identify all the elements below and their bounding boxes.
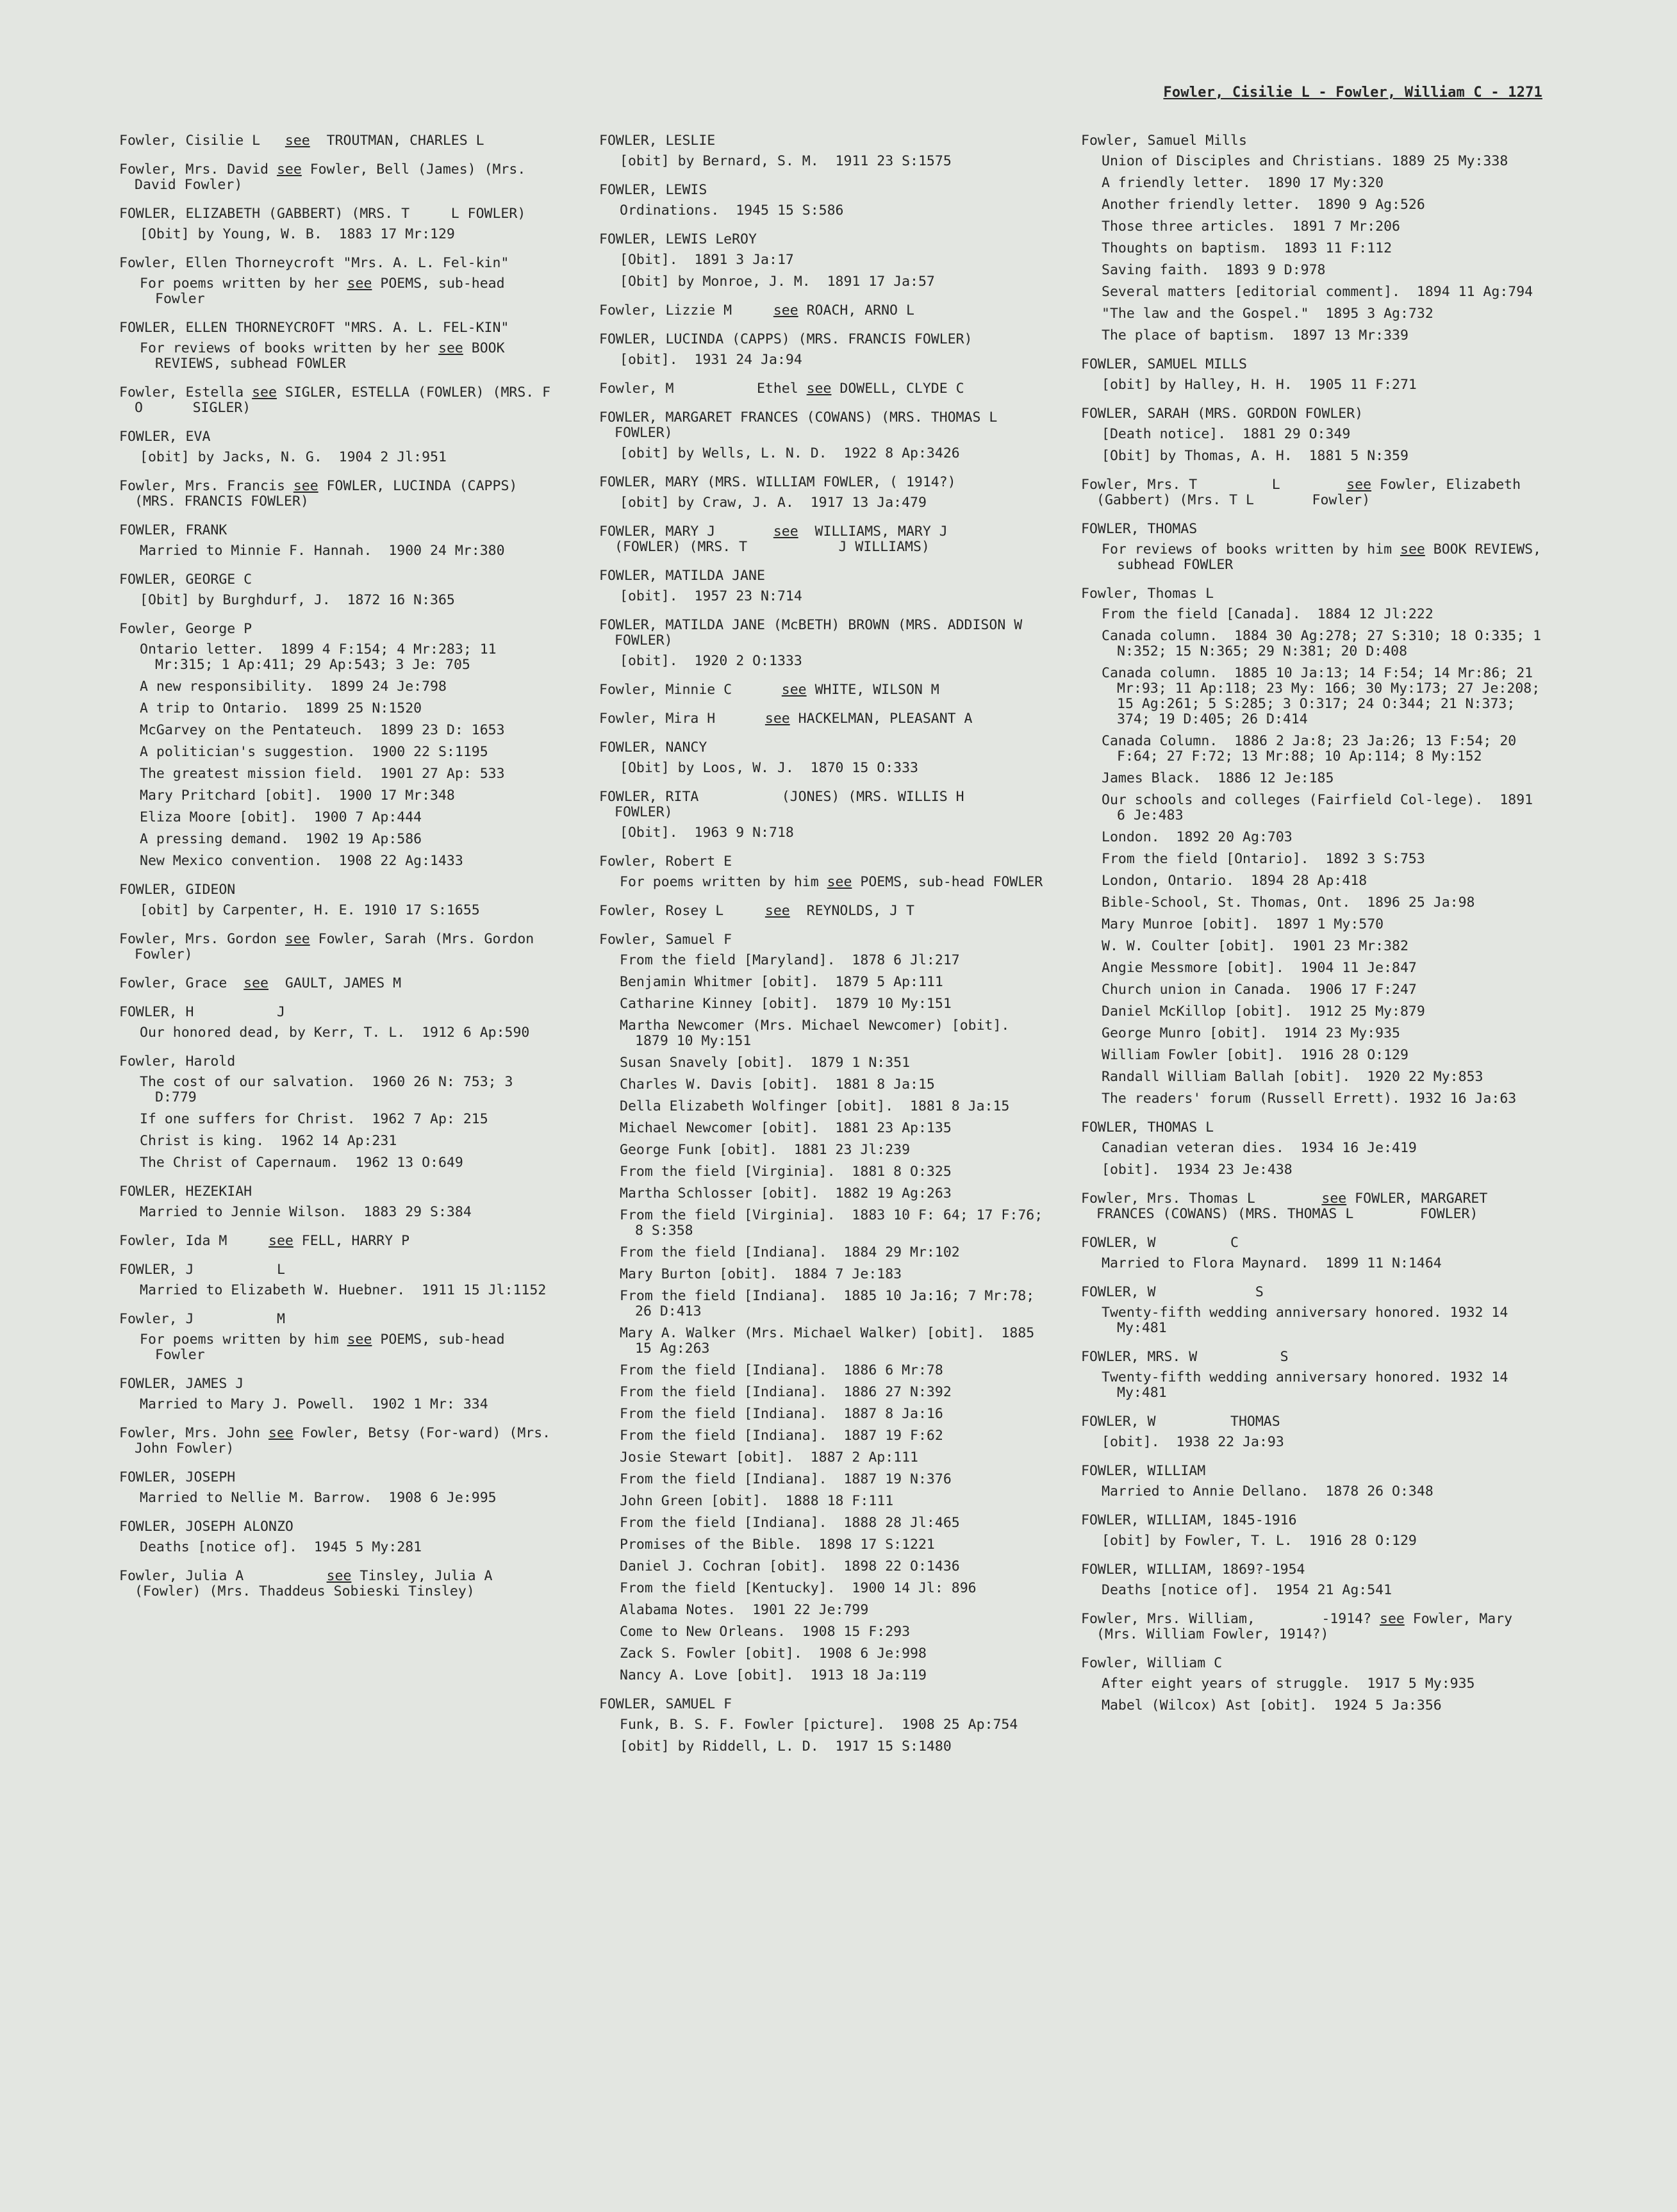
index-entry (599, 682, 1048, 698)
index-entry (119, 523, 555, 559)
citation-line: From the field [Kentucky]. 1900 14 Jl: 896 (620, 1580, 977, 1596)
entry-heading: FOWLER, FRANK (119, 522, 227, 538)
citation-line: Married to Minnie F. Hannah. 1900 24 Mr:380 (140, 543, 505, 559)
entry-heading: Fowler, Cisilie L see TROUTMAN, CHARLES L (119, 133, 484, 149)
index-entry (599, 381, 1048, 397)
citation-line: Mary Burton [obit]. 1884 7 Je:183 (620, 1266, 902, 1282)
index-entry (1081, 1191, 1542, 1222)
entry-heading: Fowler, Mrs. T L see Fowler, Elizabeth (Gabbert) (Mrs. T L Fowler) (1081, 477, 1530, 508)
index-entry (119, 384, 617, 416)
citation-line: [obit]. 1920 2 O:1333 (620, 653, 802, 669)
entry-heading: Fowler, George P (119, 621, 252, 637)
entry-heading: Fowler, Mrs. Francis see FOWLER, LUCINDA (CAPPS) (MRS. FRANCIS FOWLER) (119, 478, 526, 509)
citation-line: Bible-School, St. Thomas, Ont. 1896 25 Ja:98 (1102, 895, 1475, 911)
entry-heading: FOWLER, MATILDA JANE (599, 568, 765, 584)
entry-heading: FOWLER, SARAH (MRS. GORDON FOWLER) (1081, 406, 1364, 422)
entry-heading: Fowler, Thomas L (1081, 586, 1214, 602)
citation-line: [obit]. 1938 22 Ja:93 (1102, 1434, 1284, 1450)
entry-heading: FOWLER, WILLIAM (1081, 1463, 1206, 1479)
index-entry (599, 232, 1048, 290)
index-column-1 (119, 133, 617, 1613)
citation-line: Funk, B. S. F. Fowler [picture]. 1908 25 Ap:754 (620, 1717, 1018, 1733)
citation-line: Della Elizabeth Wolfinger [obit]. 1881 8 Ja:15 (620, 1098, 1010, 1114)
entry-heading: FOWLER, WILLIAM, 1845-1916 (1081, 1512, 1297, 1528)
index-entry (1081, 1656, 1542, 1713)
see-reference: see (347, 276, 372, 292)
index-entry (119, 1312, 555, 1363)
index-entry (1081, 1120, 1542, 1178)
citation-line: Our honored dead, by Kerr, T. L. 1912 6 Ap:590 (140, 1025, 530, 1041)
citation-line: For reviews of books written by her see BOOK REVIEWS, subhead FOWLER (140, 340, 513, 372)
entry-heading: FOWLER, THOMAS (1081, 521, 1198, 537)
citation-line: The cost of our salvation. 1960 26 N: 753; 3 D:779 (140, 1074, 522, 1105)
see-reference: see (252, 384, 277, 400)
entry-heading: FOWLER, JOSEPH ALONZO (119, 1519, 293, 1535)
citation-line: Church union in Canada. 1906 17 F:247 (1102, 982, 1417, 998)
index-entry (1081, 1562, 1542, 1598)
citation-line: Mary A. Walker (Mrs. Michael Walker) [obit]. 1885 15 Ag:263 (620, 1325, 1043, 1357)
citation-line: Alabama Notes. 1901 22 Je:799 (620, 1602, 869, 1618)
index-entry (1081, 133, 1542, 343)
entry-heading: Fowler, Mira H see HACKELMAN, PLEASANT A (599, 711, 973, 727)
index-entry (119, 133, 555, 149)
index-entry (1081, 1513, 1542, 1549)
index-entry (119, 1376, 555, 1412)
citation-line: Married to Nellie M. Barrow. 1908 6 Je:995 (140, 1490, 497, 1506)
entry-heading: FOWLER, JAMES J (119, 1376, 244, 1392)
see-reference: see (244, 975, 269, 991)
see-reference: see (1346, 477, 1372, 493)
citation-line: Those three articles. 1891 7 Mr:206 (1102, 219, 1400, 235)
citation-line: Saving faith. 1893 9 D:978 (1102, 262, 1326, 278)
citation-line: Randall William Ballah [obit]. 1920 22 My:853 (1102, 1069, 1483, 1085)
citation-line: Another friendly letter. 1890 9 Ag:526 (1102, 197, 1425, 213)
citation-line: [obit] by Wells, L. N. D. 1922 8 Ap:3426 (620, 445, 960, 461)
entry-heading: FOWLER, LEWIS (599, 182, 707, 198)
see-reference: see (827, 874, 852, 890)
see-reference: see (773, 524, 798, 540)
entry-heading: Fowler, Mrs. Gordon see Fowler, Sarah (Mrs. Gordon Fowler) (119, 931, 543, 962)
citation-line: From the field [Indiana]. 1886 27 N:392 (620, 1384, 952, 1400)
index-entry (1081, 1414, 1542, 1450)
index-entry (599, 303, 1048, 318)
citation-line: From the field [Maryland]. 1878 6 Jl:217 (620, 952, 960, 968)
index-entry (599, 789, 1055, 841)
see-reference: see (806, 381, 832, 397)
citation-line: Twenty-fifth wedding anniversary honored. 1932 14 My:481 (1102, 1369, 1517, 1401)
citation-line: [obit] by Fowler, T. L. 1916 28 O:129 (1102, 1533, 1417, 1549)
index-entry (119, 479, 555, 509)
citation-line: [obit] by Halley, H. H. 1905 11 F:271 (1102, 377, 1417, 393)
citation-line: Daniel J. Cochran [obit]. 1898 22 O:1436 (620, 1558, 960, 1574)
index-entry (119, 1234, 555, 1249)
citation-line: Michael Newcomer [obit]. 1881 23 Ap:135 (620, 1120, 952, 1136)
citation-line: Come to New Orleans. 1908 15 F:293 (620, 1624, 911, 1640)
citation-line: Canada Column. 1886 2 Ja:8; 23 Ja:26; 13 F:54; 20 F:64; 27 F:72; 13 Mr:88; 10 Ap:114; 8 My:152 (1102, 733, 1525, 764)
citation-line: A politician's suggestion. 1900 22 S:1195 (140, 744, 488, 760)
citation-line: [Obit]. 1963 9 N:718 (620, 825, 794, 841)
entry-heading: FOWLER, THOMAS L (1081, 1119, 1214, 1135)
citation-line: Our schools and colleges (Fairfield Col-lege). 1891 6 Je:483 (1102, 792, 1542, 823)
entry-heading: FOWLER, ELIZABETH (GABBERT) (MRS. T L FOWLER) (119, 206, 526, 222)
entry-heading: FOWLER, W S (1081, 1284, 1264, 1300)
citation-line: [Obit] by Loos, W. J. 1870 15 O:333 (620, 760, 918, 776)
entry-heading: FOWLER, JOSEPH (119, 1469, 236, 1485)
entry-heading: Fowler, Grace see GAULT, JAMES M (119, 975, 402, 991)
index-entry (599, 183, 1048, 219)
index-entry (119, 1184, 555, 1220)
citation-line: George Funk [obit]. 1881 23 Jl:239 (620, 1142, 911, 1158)
index-entry (599, 932, 1052, 1683)
see-reference: see (268, 1425, 293, 1441)
citation-line: From the field [Indiana]. 1887 19 N:376 (620, 1471, 952, 1487)
index-entry (599, 854, 1048, 890)
entry-heading: Fowler, William C (1081, 1655, 1223, 1671)
index-column-2 (599, 133, 1114, 1768)
citation-line: Martha Schlosser [obit]. 1882 19 Ag:263 (620, 1185, 952, 1201)
entry-heading: Fowler, Mrs. John see Fowler, Betsy (For-ward) (Mrs. John Fowler) (119, 1425, 559, 1457)
index-entry (119, 1262, 555, 1298)
index-column-3 (1081, 133, 1550, 1727)
citation-line: If one suffers for Christ. 1962 7 Ap: 215 (140, 1111, 488, 1127)
citation-line: [Obit] by Burghdurf, J. 1872 16 N:365 (140, 592, 455, 608)
citation-line: "The law and the Gospel." 1895 3 Ag:732 (1102, 306, 1433, 322)
index-entry (599, 409, 1055, 461)
citation-line: [obit] by Craw, J. A. 1917 13 Ja:479 (620, 495, 927, 511)
citation-line: For poems written by her see POEMS, sub-head Fowler (140, 276, 513, 307)
index-entry (119, 162, 555, 193)
entry-heading: Fowler, Robert E (599, 854, 732, 870)
index-entry (119, 976, 555, 991)
index-entry (599, 475, 1048, 511)
citation-line: For reviews of books written by him see BOOK REVIEWS, subhead FOWLER (1102, 541, 1550, 573)
citation-line: Married to Mary J. Powell. 1902 1 Mr: 334 (140, 1396, 488, 1412)
citation-line: Susan Snavely [obit]. 1879 1 N:351 (620, 1055, 911, 1071)
index-entry (119, 572, 555, 608)
citation-line: From the field [Canada]. 1884 12 Jl:222 (1102, 606, 1433, 622)
index-entry (1081, 1285, 1542, 1336)
entry-heading: FOWLER, HEZEKIAH (119, 1184, 252, 1200)
citation-line: From the field [Indiana]. 1886 6 Mr:78 (620, 1362, 943, 1378)
entry-heading: FOWLER, SAMUEL F (599, 1696, 732, 1712)
citation-line: Martha Newcomer (Mrs. Michael Newcomer) [obit]. 1879 10 My:151 (620, 1018, 1027, 1049)
citation-line: A trip to Ontario. 1899 25 N:1520 (140, 700, 422, 716)
entry-heading: Fowler, Estella see SIGLER, ESTELLA (FOWLER) (MRS. F O SIGLER) (119, 384, 617, 416)
citation-line: [obit]. 1934 23 Je:438 (1102, 1162, 1293, 1178)
citation-line: Thoughts on baptism. 1893 11 F:112 (1102, 240, 1392, 256)
entry-heading: Fowler, Mrs. William, -1914? see Fowler, Mary (Mrs. William Fowler, 1914?) (1081, 1611, 1521, 1642)
entry-heading: FOWLER, LEWIS LeROY (599, 231, 757, 247)
index-entry (1081, 406, 1542, 464)
citation-line: [Death notice]. 1881 29 O:349 (1102, 426, 1351, 442)
see-reference: see (268, 1233, 293, 1249)
index-entry (599, 711, 1048, 727)
index-entry (119, 1519, 555, 1555)
entry-heading: Fowler, Ellen Thorneycroft "Mrs. A. L. Fel-kin" (119, 255, 509, 271)
citation-line: Zack S. Fowler [obit]. 1908 6 Je:998 (620, 1646, 927, 1662)
citation-line: Ontario letter. 1899 4 F:154; 4 Mr:283; 11 Mr:315; 1 Ap:411; 29 Ap:543; 3 Je: 705 (140, 641, 505, 673)
entry-heading: FOWLER, H J (119, 1004, 285, 1020)
citation-line: Union of Disciples and Christians. 1889 25 My:338 (1102, 153, 1508, 169)
index-entry (119, 1568, 559, 1599)
entry-heading: FOWLER, MATILDA JANE (McBETH) BROWN (MRS. ADDISON W FOWLER) (599, 617, 1114, 648)
citation-line: Several matters [editorial comment]. 1894 11 Ag:794 (1102, 284, 1533, 300)
entry-heading: FOWLER, MARY (MRS. WILLIAM FOWLER, ( 1914?) (599, 474, 956, 490)
citation-line: Mary Munroe [obit]. 1897 1 My:570 (1102, 916, 1384, 932)
citation-line: [obit] by Jacks, N. G. 1904 2 Jl:951 (140, 449, 447, 465)
citation-line: Married to Annie Dellano. 1878 26 O:348 (1102, 1483, 1433, 1499)
citation-line: [obit] by Riddell, L. D. 1917 15 S:1480 (620, 1738, 952, 1754)
index-entry (119, 1054, 555, 1171)
citation-line: [Obit] by Monroe, J. M. 1891 17 Ja:57 (620, 274, 935, 290)
entry-heading: Fowler, Mrs. David see Fowler, Bell (James) (Mrs. David Fowler) (119, 161, 534, 193)
index-entry (119, 256, 555, 307)
index-entry (119, 429, 555, 465)
citation-line: Married to Elizabeth W. Huebner. 1911 15 Jl:1152 (140, 1282, 547, 1298)
citation-line: [obit] by Carpenter, H. E. 1910 17 S:1655 (140, 902, 480, 918)
citation-line: After eight years of struggle. 1917 5 My:935 (1102, 1676, 1475, 1692)
citation-line: [obit]. 1931 24 Ja:94 (620, 352, 802, 368)
index-entry (599, 617, 1114, 669)
index-entry (1081, 521, 1550, 573)
see-reference: see (1400, 541, 1425, 557)
entry-heading: FOWLER, GIDEON (119, 882, 236, 898)
citation-line: Mabel (Wilcox) Ast [obit]. 1924 5 Ja:356 (1102, 1697, 1442, 1713)
entry-heading: Fowler, Minnie C see WHITE, WILSON M (599, 682, 939, 698)
citation-line: The readers' forum (Russell Errett). 1932 16 Ja:63 (1102, 1091, 1517, 1107)
index-entry (1081, 357, 1542, 393)
citation-line: A new responsibility. 1899 24 Je:798 (140, 679, 447, 695)
citation-line: The greatest mission field. 1901 27 Ap: 533 (140, 766, 505, 782)
entry-heading: FOWLER, ELLEN THORNEYCROFT "MRS. A. L. FEL-KIN" (119, 320, 509, 336)
citation-line: For poems written by him see POEMS, sub-head FOWLER (620, 874, 1043, 890)
citation-line: New Mexico convention. 1908 22 Ag:1433 (140, 853, 463, 869)
citation-line: W. W. Coulter [obit]. 1901 23 Mr:382 (1102, 938, 1409, 954)
entry-heading: Fowler, Lizzie M see ROACH, ARNO L (599, 302, 914, 318)
citation-line: Mary Pritchard [obit]. 1900 17 Mr:348 (140, 788, 455, 804)
citation-line: McGarvey on the Pentateuch. 1899 23 D: 1653 (140, 722, 505, 738)
entry-heading: Fowler, J M (119, 1311, 285, 1327)
citation-line: Daniel McKillop [obit]. 1912 25 My:879 (1102, 1003, 1425, 1019)
index-entry (599, 904, 1048, 919)
see-reference: see (764, 903, 790, 919)
citation-line: John Green [obit]. 1888 18 F:111 (620, 1493, 894, 1509)
index-entry (119, 622, 555, 869)
citation-line: Angie Messmore [obit]. 1904 11 Je:847 (1102, 960, 1417, 976)
entry-heading: Fowler, Julia A see Tinsley, Julia A (Fowler) (Mrs. Thaddeus Sobieski Tinsley) (119, 1568, 559, 1599)
citation-line: [obit]. 1957 23 N:714 (620, 588, 802, 604)
citation-line: The place of baptism. 1897 13 Mr:339 (1102, 327, 1409, 343)
citation-line: London, Ontario. 1894 28 Ap:418 (1102, 873, 1367, 889)
entry-heading: Fowler, Rosey L see REYNOLDS, J T (599, 903, 914, 919)
citation-line: Charles W. Davis [obit]. 1881 8 Ja:15 (620, 1077, 935, 1093)
index-entry (1081, 1349, 1542, 1401)
citation-line: Promises of the Bible. 1898 17 S:1221 (620, 1537, 935, 1553)
citation-line: Canada column. 1885 10 Ja:13; 14 F:54; 14 Mr:86; 21 Mr:93; 11 Ap:118; 23 My: 166; 30 My:173; 27 Je:208; 15 Ag:261; 5 S:285; 3 O:317; 24 O:344; 21 N:373; 374; 19 D:405; 26 D:414 (1102, 665, 1549, 727)
see-reference: see (438, 340, 463, 356)
entry-heading: Fowler, Harold (119, 1053, 236, 1069)
entry-heading: FOWLER, MARY J see WILLIAMS, MARY J (FOWLER) (MRS. T J WILLIAMS) (599, 524, 1014, 555)
citation-line: Married to Flora Maynard. 1899 11 N:1464 (1102, 1255, 1442, 1271)
citation-line: Josie Stewart [obit]. 1887 2 Ap:111 (620, 1449, 918, 1465)
see-reference: see (347, 1332, 372, 1348)
entry-heading: FOWLER, WILLIAM, 1869?-1954 (1081, 1562, 1305, 1578)
see-reference: see (326, 1568, 352, 1584)
see-reference: see (293, 478, 318, 494)
index-entry (599, 524, 1048, 555)
citation-line: A friendly letter. 1890 17 My:320 (1102, 175, 1384, 191)
citation-line: For poems written by him see POEMS, sub-head Fowler (140, 1332, 513, 1363)
entry-heading: FOWLER, LUCINDA (CAPPS) (MRS. FRANCIS FOWLER) (599, 331, 973, 347)
see-reference: see (285, 931, 310, 947)
entry-heading: FOWLER, W THOMAS (1081, 1414, 1280, 1430)
index-entry (119, 932, 555, 962)
index-entry (599, 740, 1048, 776)
citation-line: From the field [Ontario]. 1892 3 S:753 (1102, 851, 1425, 867)
see-reference: see (764, 711, 790, 727)
citation-line: James Black. 1886 12 Je:185 (1102, 770, 1334, 786)
see-reference: see (276, 161, 302, 177)
entry-heading: Fowler, Samuel Mills (1081, 133, 1247, 149)
entry-heading: Fowler, M Ethel see DOWELL, CLYDE C (599, 381, 964, 397)
see-reference: see (773, 302, 798, 318)
entry-heading: Fowler, Ida M see FELL, HARRY P (119, 1233, 410, 1249)
entry-heading: FOWLER, LESLIE (599, 133, 716, 149)
citation-line: Married to Jennie Wilson. 1883 29 S:384 (140, 1204, 472, 1220)
index-entry (119, 206, 555, 242)
citation-line: From the field [Virginia]. 1883 10 F: 64; 17 F:76; 8 S:358 (620, 1207, 1052, 1239)
index-entry (119, 1005, 555, 1041)
index-entry (599, 1697, 1048, 1754)
index-entry (1081, 1612, 1542, 1642)
citation-line: From the field [Indiana]. 1884 29 Mr:102 (620, 1244, 960, 1260)
citation-line: Nancy A. Love [obit]. 1913 18 Ja:119 (620, 1667, 927, 1683)
see-reference: see (285, 133, 310, 149)
entry-heading: FOWLER, RITA (JONES) (MRS. WILLIS H FOWLER) (599, 789, 1055, 820)
citation-line: London. 1892 20 Ag:703 (1102, 829, 1293, 845)
index-entry (1081, 586, 1549, 1107)
index-entry (119, 1425, 559, 1457)
entry-heading: Fowler, Mrs. Thomas L see FOWLER, MARGARET FRANCES (COWANS) (MRS. THOMAS L FOWLER) (1081, 1191, 1496, 1222)
index-entry (119, 882, 555, 918)
citation-line: [obit] by Bernard, S. M. 1911 23 S:1575 (620, 153, 952, 169)
citation-line: William Fowler [obit]. 1916 28 O:129 (1102, 1047, 1409, 1063)
index-entry (599, 332, 1048, 368)
citation-line: Christ is king. 1962 14 Ap:231 (140, 1133, 397, 1149)
entry-heading: FOWLER, NANCY (599, 739, 707, 755)
citation-line: Ordinations. 1945 15 S:586 (620, 202, 844, 219)
entry-heading: FOWLER, J L (119, 1262, 285, 1278)
see-reference: see (781, 682, 807, 698)
entry-heading: FOWLER, MARGARET FRANCES (COWANS) (MRS. THOMAS L FOWLER) (599, 409, 1055, 441)
running-head: Fowler, Cisilie L - Fowler, William C - 1271 (1163, 85, 1542, 101)
entry-heading: FOWLER, EVA (119, 429, 211, 445)
see-reference: see (1380, 1611, 1405, 1627)
index-entry (599, 133, 1048, 169)
see-reference: see (1321, 1191, 1347, 1207)
entry-heading: FOWLER, SAMUEL MILLS (1081, 356, 1247, 372)
citation-line: Catharine Kinney [obit]. 1879 10 My:151 (620, 996, 952, 1012)
citation-line: Canada column. 1884 30 Ag:278; 27 S:310; 18 O:335; 1 N:352; 15 N:365; 29 N:381; 20 D:408 (1102, 628, 1549, 659)
citation-line: From the field [Indiana]. 1887 19 F:62 (620, 1428, 943, 1444)
index-entry (1081, 1464, 1542, 1499)
index-entry (119, 320, 555, 372)
index-entry (1081, 477, 1542, 508)
entry-heading: FOWLER, W C (1081, 1235, 1239, 1251)
index-entry (1081, 1235, 1542, 1271)
citation-line: Deaths [notice of]. 1954 21 Ag:541 (1102, 1582, 1392, 1598)
citation-line: From the field [Virginia]. 1881 8 O:325 (620, 1164, 952, 1180)
citation-line: The Christ of Capernaum. 1962 13 O:649 (140, 1155, 463, 1171)
citation-line: [Obit] by Young, W. B. 1883 17 Mr:129 (140, 226, 455, 242)
index-entry (599, 568, 1048, 604)
citation-line: George Munro [obit]. 1914 23 My:935 (1102, 1025, 1400, 1041)
entry-heading: Fowler, Samuel F (599, 932, 732, 948)
citation-line: From the field [Indiana]. 1887 8 Ja:16 (620, 1406, 943, 1422)
citation-line: A pressing demand. 1902 19 Ap:586 (140, 831, 422, 847)
citation-line: Twenty-fifth wedding anniversary honored. 1932 14 My:481 (1102, 1305, 1517, 1336)
citation-line: Eliza Moore [obit]. 1900 7 Ap:444 (140, 809, 422, 825)
citation-line: From the field [Indiana]. 1888 28 Jl:465 (620, 1515, 960, 1531)
citation-line: [Obit]. 1891 3 Ja:17 (620, 252, 794, 268)
citation-line: [Obit] by Thomas, A. H. 1881 5 N:359 (1102, 448, 1409, 464)
citation-line: Canadian veteran dies. 1934 16 Je:419 (1102, 1140, 1417, 1156)
entry-heading: FOWLER, GEORGE C (119, 572, 252, 588)
entry-heading: FOWLER, MRS. W S (1081, 1349, 1289, 1365)
index-entry (119, 1470, 555, 1506)
citation-line: Deaths [notice of]. 1945 5 My:281 (140, 1539, 422, 1555)
citation-line: Benjamin Whitmer [obit]. 1879 5 Ap:111 (620, 974, 943, 990)
citation-line: From the field [Indiana]. 1885 10 Ja:16; 7 Mr:78; 26 D:413 (620, 1288, 1043, 1319)
